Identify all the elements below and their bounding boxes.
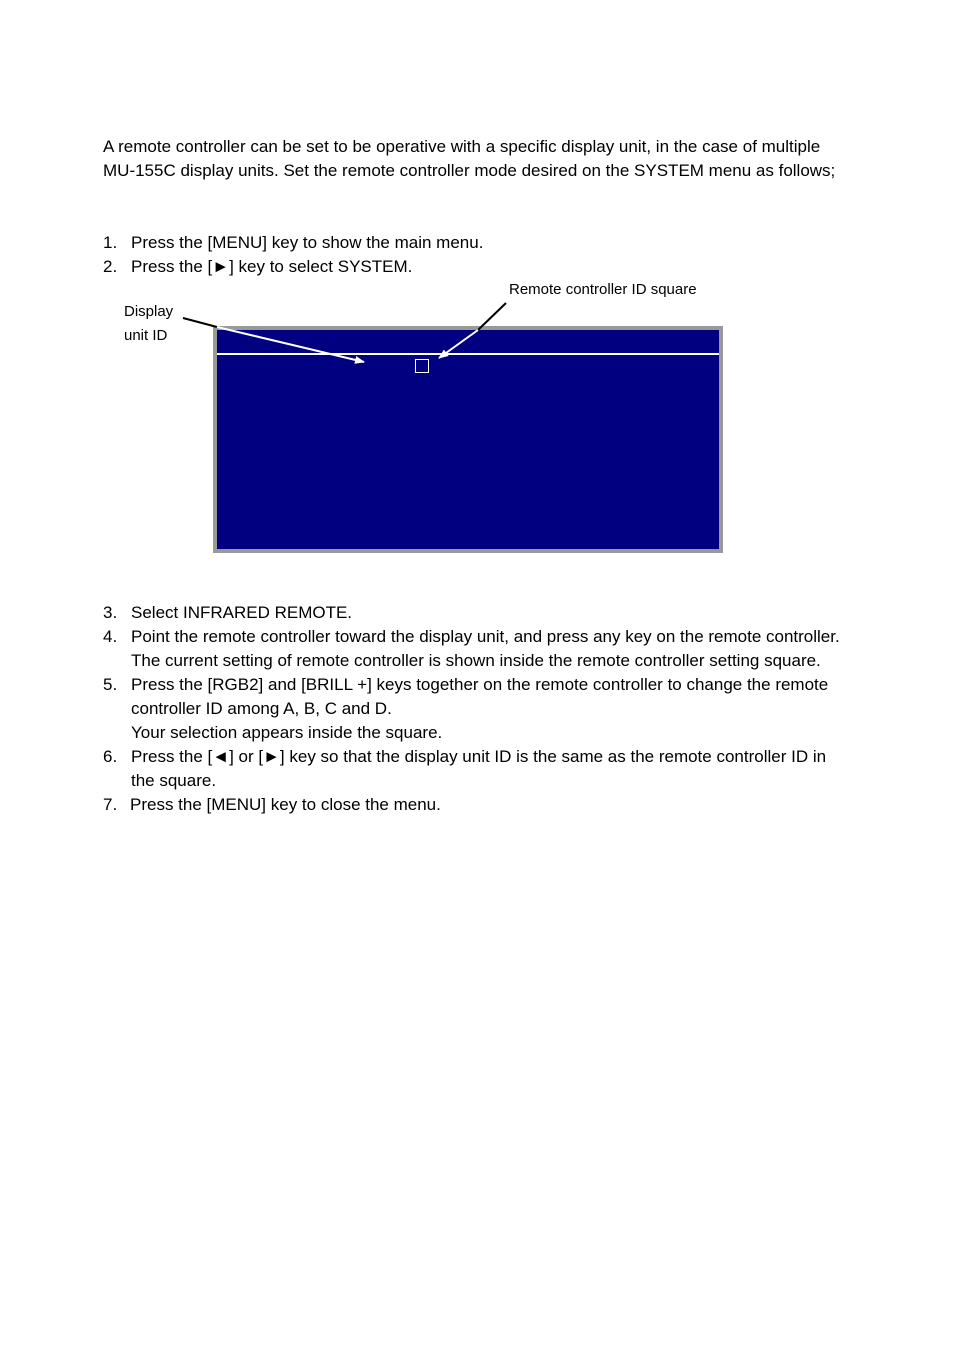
intro-paragraph: A remote controller can be set to be operative with a specific display unit, in the case of multiple MU-155C display units. Set the remote controller mode desired on the SYSTEM menu as follows; [103,137,836,180]
step-number: 6. [103,747,118,766]
system-menu-screen [213,326,723,553]
step-text: Press the [RGB2] and [BRILL +] keys together on the remote controller to change the remote controller ID among A, B, C and D. [131,675,829,718]
list-item [103,793,853,817]
steps-list-before [103,231,853,279]
callout-display-line1: Display [124,303,174,320]
step-number: 4. [103,627,118,646]
step-text: Press the [◄] or [►] key so that the display unit ID is the same as the remote controller ID in the square. [131,747,827,790]
step-number: 3. [103,603,118,622]
step-number: 5. [103,675,118,694]
step-text: Press the [MENU] key to close the menu. [130,795,441,814]
step-text-continued: Your selection appears inside the square. [131,723,443,742]
step-text: Point the remote controller toward the display unit, and press any key on the remote controller. The current setting of remote controller is shown inside the remote controller setting square. [131,627,840,670]
list-item [103,601,853,625]
callout-display-unit-id [124,300,194,348]
step-number: 1. [103,233,118,252]
list-item [103,745,853,793]
step-number: 2. [103,257,118,276]
callout-remote-controller-id-square: Remote controller ID square [509,281,697,298]
callout-display-line2: unit ID [124,327,168,344]
list-item [103,673,853,745]
step-number: 7. [103,795,118,814]
remote-controller-id-square [415,359,429,373]
list-item [103,231,853,255]
step-text: Select INFRARED REMOTE. [131,603,353,622]
list-item [103,255,853,279]
step-text: Press the [►] key to select SYSTEM. [131,257,413,276]
steps-list-after [103,601,853,817]
list-item [103,625,853,673]
step-text: Press the [MENU] key to show the main menu. [131,233,484,252]
menu-title-divider [217,353,719,355]
